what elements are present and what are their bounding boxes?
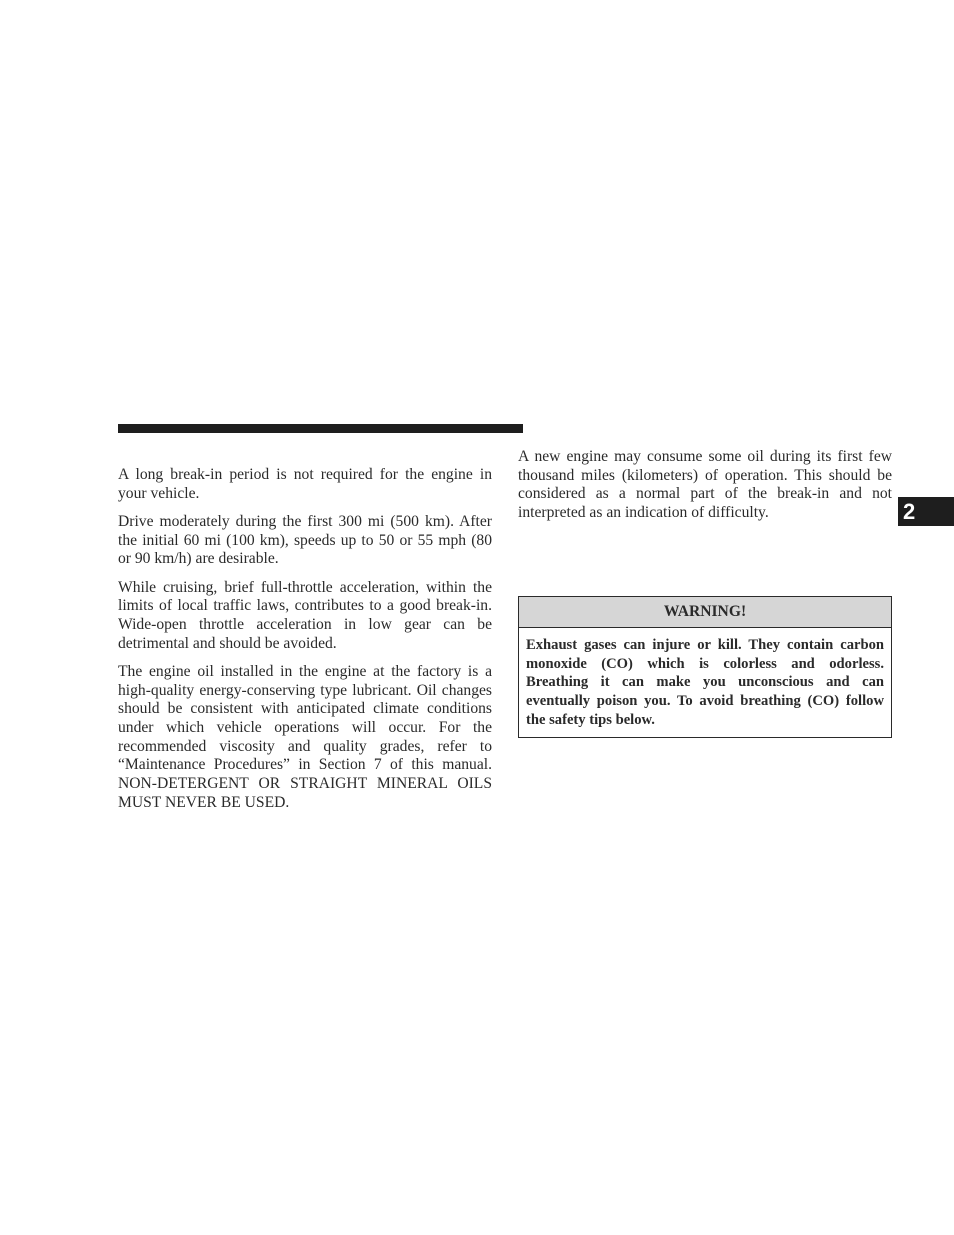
paragraph-cruising: While cruising, brief full-throttle acceleration, within the limits of local traffic laws, contributes to a good break-in. Wide-open throttle acceleration in low gear can be detrimental and should be avoided.	[118, 578, 492, 652]
paragraph-engine-oil: The engine oil installed in the engine at the factory is a high-quality energy-conserving type lubricant. Oil changes should be consistent with anticipated climate conditions under which vehicle operations will occur. For the recommended viscosity and quality grades, refer to “Maintenance Procedures” in Section 7 of this manual. NON-DETERGENT OR STRAIGHT MINERAL OILS MUST NEVER BE USED.	[118, 662, 492, 811]
paragraph-drive-moderately: Drive moderately during the first 300 mi (500 km). After the initial 60 mi (100 km), speeds up to 50 or 55 mph (80 or 90 km/h) are desirable.	[118, 512, 492, 568]
section-tab: 2	[898, 497, 954, 526]
paragraph-break-in: A long break-in period is not required for the engine in your vehicle.	[118, 466, 492, 502]
left-column	[118, 466, 492, 822]
paragraph-oil-consumption: A new engine may consume some oil during its first few thousand miles (kilometers) of operation. This should be considered as a normal part of the break-in and not interpreted as an indication of difficulty.	[518, 448, 892, 522]
section-rule	[118, 424, 523, 433]
warning-box	[518, 596, 892, 738]
warning-body: Exhaust gases can injure or kill. They contain carbon monoxide (CO) which is colorless and odorless. Breathing it can make you unconscious and can eventually poison you. To avoid breathing (CO) follow the safety tips below.	[526, 637, 884, 728]
right-column	[518, 448, 892, 532]
warning-title: WARNING!	[519, 597, 891, 628]
